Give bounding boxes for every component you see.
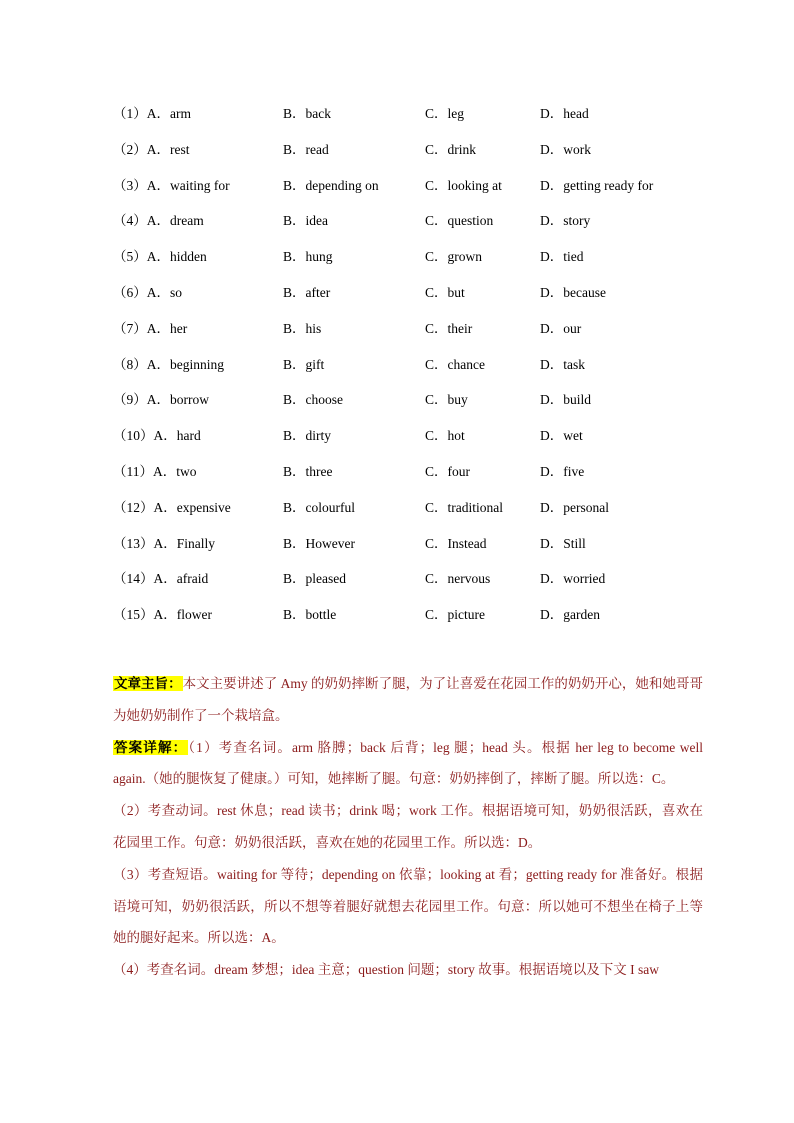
option-a: [113, 496, 231, 516]
option-a: [113, 245, 207, 265]
option-a-text: waiting for: [170, 177, 230, 193]
option-a: [113, 317, 187, 337]
option-a: [113, 353, 224, 373]
option-a-text: Finally: [176, 535, 216, 551]
question-number: （2）A．: [113, 141, 170, 157]
option-b: B．pleased: [283, 571, 346, 587]
option-d: D．because: [540, 284, 606, 300]
option-d: D．worried: [540, 571, 606, 587]
question-number: （15）A．: [113, 607, 177, 623]
option-a: [113, 388, 209, 408]
option-d: D．story: [540, 213, 591, 229]
question-row: [113, 603, 733, 639]
explanation-section: [113, 668, 703, 986]
option-c: C．picture: [425, 607, 485, 623]
option-a: [113, 138, 190, 158]
option-a: [113, 460, 197, 480]
answer-paragraph-3: （3）考查短语。waiting for 等待；depending on 依靠；looking at 看；getting ready for 准备好。根据语境可知，奶奶很活跃，所以不想等着腿好就想去花园里工作。句意：所以她可不想坐在椅子上等她的腿好起来。所以选：A。: [113, 866, 703, 946]
option-a-text: arm: [170, 106, 191, 121]
question-row: [113, 424, 733, 460]
option-d: D．task: [540, 356, 585, 372]
option-d: D．garden: [540, 607, 600, 623]
question-row: [113, 353, 733, 389]
option-a-text: afraid: [176, 571, 209, 587]
answer-paragraph-4: （4）考查名词。dream 梦想；idea 主意；question 问题；story 故事。根据语境以及下文 I saw: [113, 962, 659, 978]
question-number: （7）A．: [113, 320, 170, 336]
option-d: D．head: [540, 106, 589, 121]
option-b: B．bottle: [283, 607, 337, 623]
option-b: B．colourful: [283, 499, 355, 515]
option-a-text: two: [176, 463, 197, 479]
option-a: [113, 281, 182, 301]
option-a: [113, 174, 230, 194]
answer-paragraph-2: （2）考查动词。rest 休息；read 读书；drink 喝；work 工作。根据语境可知，奶奶很活跃，喜欢在花园里工作。句意：奶奶很活跃，喜欢在她的花园里工作。所以选：D。: [113, 803, 703, 850]
option-d: D．build: [540, 392, 592, 408]
option-a-text: flower: [176, 607, 212, 623]
option-a: [113, 603, 212, 623]
option-b: B．after: [283, 284, 331, 300]
option-b: B．back: [283, 106, 331, 121]
option-d: D．Still: [540, 535, 586, 551]
option-b: B．hung: [283, 249, 333, 265]
option-c: C．chance: [425, 356, 485, 372]
option-b: B．choose: [283, 392, 343, 408]
summary-paragraph: [113, 668, 703, 732]
answer-paragraph-1: [113, 732, 703, 796]
question-row: [113, 138, 733, 174]
question-number: （11）A．: [113, 463, 177, 479]
question-number: （5）A．: [113, 249, 170, 265]
option-c: C．their: [425, 320, 473, 336]
option-b: B．his: [283, 320, 322, 336]
option-b: B．idea: [283, 213, 328, 229]
option-b: B．three: [283, 463, 333, 479]
option-a-text: hard: [176, 428, 201, 444]
option-c: C．leg: [425, 106, 464, 121]
option-b: B．gift: [283, 356, 325, 372]
option-b: B．However: [283, 535, 355, 551]
option-c: C．nervous: [425, 571, 491, 587]
option-a-text: her: [170, 320, 188, 336]
option-c: C．grown: [425, 249, 482, 265]
question-number: （4）A．: [113, 213, 170, 229]
option-c: C．buy: [425, 392, 468, 408]
question-number: （9）A．: [113, 392, 170, 408]
summary-text: 本文主要讲述了 Amy 的奶奶摔断了腿，为了让喜爱在花园工作的奶奶开心，她和她哥哥为她奶奶制作了一个栽培盒。: [113, 676, 704, 723]
option-a: [113, 567, 208, 587]
option-c: C．but: [425, 284, 465, 300]
question-row: [113, 102, 733, 138]
option-c: C．hot: [425, 428, 465, 444]
question-row: [113, 388, 733, 424]
option-c: C．drink: [425, 141, 477, 157]
option-a-text: dream: [170, 213, 204, 229]
question-row: [113, 209, 733, 245]
question-row: [113, 567, 733, 603]
question-number: （3）A．: [113, 177, 170, 193]
option-d: D．our: [540, 320, 582, 336]
option-a: [113, 532, 215, 552]
question-number: （1）A．: [113, 106, 170, 121]
answer-1-text: （1）考查名词。arm 胳膊；back 后背；leg 腿；head 头。根据 her leg to become well again.（她的腿恢复了健康。）可知，她摔断了腿。句意：奶奶摔倒了，摔断了腿。所以选：C。: [113, 739, 703, 787]
answers-label: 答案详解：: [114, 739, 188, 755]
option-c: C．four: [425, 463, 470, 479]
question-number: （10）A．: [113, 428, 177, 444]
option-c: C．traditional: [425, 499, 503, 515]
question-number: （13）A．: [113, 535, 177, 551]
question-number: （14）A．: [113, 571, 177, 587]
option-d: D．five: [540, 463, 585, 479]
option-a-text: rest: [170, 141, 190, 157]
option-a: [113, 102, 191, 122]
question-row: [113, 245, 733, 281]
option-b: B．depending on: [283, 177, 379, 193]
option-d: D．getting ready for: [540, 177, 654, 193]
question-row: [113, 317, 733, 353]
option-a-text: borrow: [170, 392, 209, 408]
option-a: [113, 424, 201, 444]
option-d: D．work: [540, 141, 591, 157]
option-a-text: beginning: [170, 356, 224, 372]
options-list: [113, 102, 733, 639]
question-number: （8）A．: [113, 356, 170, 372]
option-d: D．tied: [540, 249, 584, 265]
question-row: [113, 532, 733, 568]
option-a-text: hidden: [170, 249, 207, 265]
option-c: C．looking at: [425, 177, 502, 193]
option-b: B．read: [283, 141, 329, 157]
option-a-text: so: [170, 284, 183, 300]
question-number: （6）A．: [113, 284, 170, 300]
option-a: [113, 209, 204, 229]
question-number: （12）A．: [113, 499, 177, 515]
option-a-text: expensive: [176, 499, 231, 515]
question-row: [113, 496, 733, 532]
option-b: B．dirty: [283, 428, 332, 444]
option-c: C．Instead: [425, 535, 487, 551]
summary-label: 文章主旨：: [114, 676, 182, 691]
option-d: D．personal: [540, 499, 609, 515]
question-row: [113, 460, 733, 496]
question-row: [113, 281, 733, 317]
question-row: [113, 174, 733, 210]
option-c: C．question: [425, 213, 494, 229]
option-d: D．wet: [540, 428, 583, 444]
